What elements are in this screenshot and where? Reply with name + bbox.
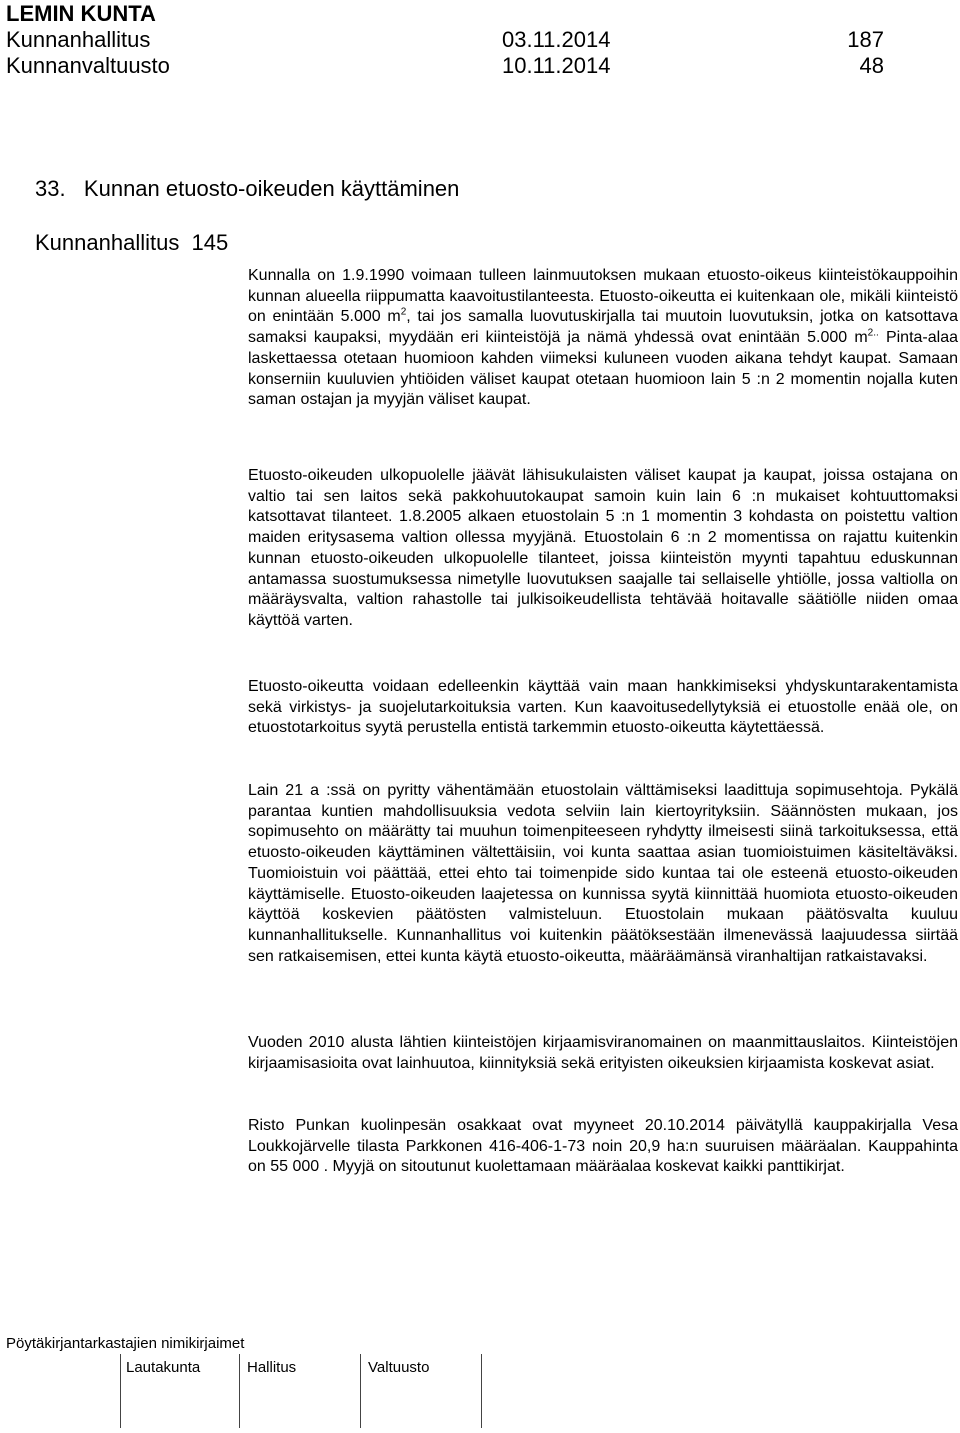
paragraph-text: Etuosto-oikeutta voidaan edelleenkin käyttää vain maan hankkimiseksi yhdyskuntarakentamista sekä virkistys- ja suojelutarkoituksia varten. Kun kaavoitusedellytyksiä ei etuostolle enää ole, on etuostotarkoitus syytä perustella entistä tarkemmin etuosto-oikeutta käytettäessä.: [248, 678, 958, 737]
paragraph-text: Etuosto-oikeuden ulkopuolelle jäävät lähisukulaisten väliset kaupat ja kaupat, joissa ostajana on valtio tai sen laitos sekä pakkohuutokaupat samoin kuin lain 6 :n mukaiset kohtuuttomaksi katsottavat tilanteet. 1.8.2005 alkaen etuostolain 5 :n 1 momentin 3 kohdasta on poistettu valtion maiden eritysasema valtion ollessa myyjänä. Etuostolain 6 :n 2 momentissa on rajattu kuitenkin kunnan etuosto-oikeuden ulkopuolelle tilanteet, joissa kiinteistön myynti tapahtuu eduskunnan antamassa suostumuksessa nimetylle luovutuksen saajalle tai sellaiselle yhtiölle, jossa valtiolla on määräysvalta, valtion rahastolle tai julkisoikeudellista tehtävää hoitavalle säätiölle niiden omaa käyttöä varten.: [248, 467, 958, 629]
paragraph-5: [248, 1033, 958, 1074]
header-number: 48: [859, 53, 884, 78]
paragraph-text: , tai jos samalla luovutuskirjalla tai muutoin luovutuksin, jotka on katsottava samaksi kaupaksi, myydään eri kiinteistöjä ja nämä yhdessä ovat enintään 5.000 m: [248, 308, 959, 347]
header-row-kunnanhallitus: [6, 27, 946, 53]
committee-reference: Kunnanhallitus 145: [35, 230, 229, 255]
document-header: [6, 0, 946, 79]
paragraph-2: [248, 466, 958, 632]
organization-name: LEMIN KUNTA: [6, 1, 156, 26]
header-number: 187: [847, 27, 884, 52]
paragraph-4: [248, 781, 958, 967]
header-body: Kunnanhallitus: [6, 27, 151, 52]
superscript: 2: [400, 307, 407, 319]
paragraph-text: Risto Punkan kuolinpesän osakkaat ovat myyneet 20.10.2014 päivätyllä kauppakirjalla Vesa Loukkojärvelle tilasta Parkkonen 416-406-1-73 noin 20,9 ha:n suuruisen määräalan. Kauppahinta on 55 000 . Myyjä on sitoutunut kuolettamaan määräalaa koskevat kaikki panttikirjat.: [248, 1117, 958, 1176]
divider: [360, 1354, 361, 1428]
superscript: 2..: [867, 327, 879, 339]
header-date: 03.11.2014: [502, 27, 611, 52]
header-date: 10.11.2014: [502, 53, 611, 78]
paragraph-text: Lain 21 a :ssä on pyritty vähentämään etuostolain välttämiseksi laadittuja sopimusehtoja. Pykälä parantaa kuntien mahdollisuuksia vedota selviin lain kiertoyrityksiin. Säännösten mukaan, jos sopimusehto on määrätty tai muuhun toimenpiteeseen ryhdytty ilmeisesti siinä tarkoituksessa, että etuosto-oikeuden käyttäminen vältettäisiin, voi kunta saattaa asian tuomioistuimen käsiteltäväksi. Tuomioistuin voi päättää, ettei ehto tai toimenpide sido kuntaa tai ole esteenä etuosto-oikeuden käyttämiselle. Etuosto-oikeuden laajetessa on kunnissa syytä kiinnittää huomiota etuosto-oikeuden käyttöä koskevien päätösten valmisteluun. Etuostolain mukaan päätösvalta kuuluu kunnanhallitukselle. Kunnanhallitus voi kuitenkin päätöksestään ilmenevässä laajuudessa siirtää sen ratkaisemisen, ettei kunta käytä etuosto-oikeutta, määräämänsä viranhaltijan ratkaistavaksi.: [248, 782, 958, 965]
divider: [239, 1354, 240, 1428]
header-row-kunnanvaltuusto: [6, 53, 946, 79]
signature-title: Pöytäkirjantarkastajien nimikirjaimet: [6, 1335, 245, 1352]
section-title: 33. Kunnan etuosto-oikeuden käyttäminen: [35, 176, 460, 201]
paragraph-1: [248, 266, 958, 411]
signature-column-lautakunta: Lautakunta: [126, 1359, 201, 1376]
signature-column-hallitus: Hallitus: [247, 1359, 297, 1376]
paragraph-text: Pinta-alaa laskettaessa otetaan huomioon kahden viimeksi kuluneen vuoden aikana tehdyt kaupat. Samaan konserniin kuuluvien yhtiöiden väliset kaupat otetaan huomioon lain 5 :n 2 momentin nojalla kuten saman ostajan ja myyjän väliset kaupat.: [248, 329, 958, 409]
divider: [120, 1354, 121, 1428]
paragraph-text: Kunnalla on 1.9.1990 voimaan tulleen lainmuutoksen mukaan etuosto-oikeus kiinteistökauppoihin kunnan alueella riippumatta kaavoitustilanteesta. Etuosto-oikeutta ei kuitenkaan ole, mikäli kiinteistö on enintään 5.000 m: [248, 267, 958, 326]
paragraph-6: [248, 1116, 958, 1178]
paragraph-text: Vuoden 2010 alusta lähtien kiinteistöjen kirjaamisviranomainen on maanmittauslaitos. Kiinteistöjen kirjaamisasioita ovat lainhuutoa, kiinnityksiä sekä erityisten oikeuksien kirjaamista koskevat asiat.: [248, 1034, 958, 1072]
divider: [481, 1354, 482, 1428]
header-body: Kunnanvaltuusto: [6, 53, 170, 78]
signature-column-valtuusto: Valtuusto: [368, 1359, 430, 1376]
paragraph-3: [248, 677, 958, 739]
